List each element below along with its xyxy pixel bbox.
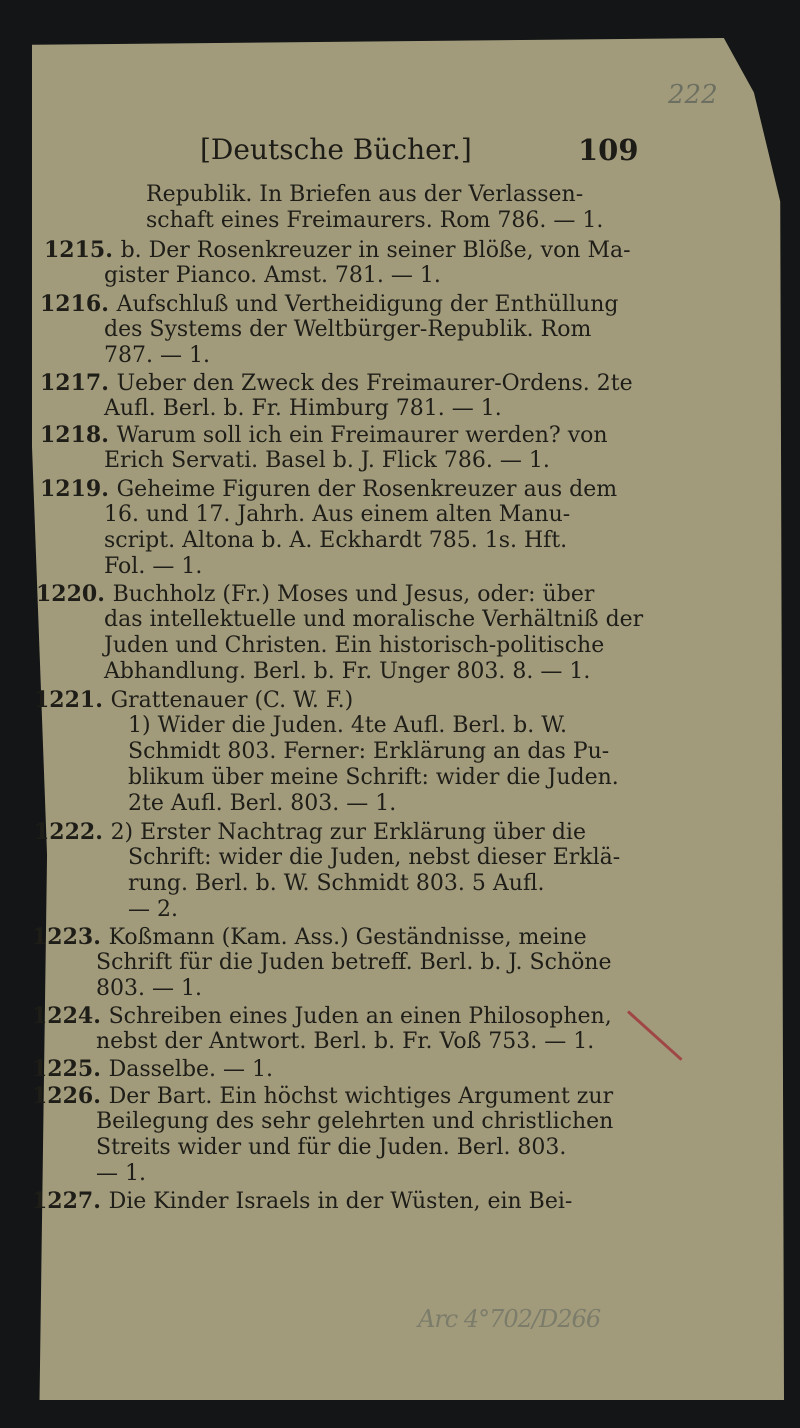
- entry-text: Buchholz (Fr.) Moses und Jesus, oder: über: [112, 582, 595, 607]
- entry-number: 1221.: [34, 687, 111, 713]
- entry-line: [104, 396, 502, 422]
- handwritten-archive-number: 222: [668, 80, 718, 110]
- entry-text: b. Der Rosenkreuzer in seiner Blöße, von Ma-: [120, 238, 631, 263]
- entry-line: [104, 343, 210, 369]
- entry-text: blikum über meine Schrift: wider die Juden.: [128, 765, 619, 790]
- entry-line: [128, 765, 619, 791]
- entry-number: 1215.: [44, 237, 121, 263]
- entry-line: [32, 1003, 612, 1030]
- entry-text: — 1.: [96, 1161, 146, 1186]
- entry-text: Warum soll ich ein Freimaurer werden? von: [116, 423, 608, 448]
- entry-line: [32, 1083, 613, 1110]
- entry-text: Koßmann (Kam. Ass.) Geständnisse, meine: [108, 925, 587, 950]
- entry-line: [36, 581, 594, 608]
- entry-line: [96, 1109, 613, 1135]
- entry-line: [128, 739, 609, 765]
- entry-text: Juden und Christen. Ein historisch-politische: [104, 633, 605, 658]
- entry-number: 1218.: [40, 422, 117, 448]
- entry-text: Geheime Figuren der Rosenkreuzer aus dem: [116, 477, 618, 502]
- entry-line: [96, 1135, 566, 1161]
- entry-text: 2te Aufl. Berl. 803. — 1.: [128, 791, 397, 816]
- entry-line: [96, 950, 612, 976]
- entry-number: 1225.: [32, 1056, 109, 1082]
- entry-line: [40, 370, 633, 397]
- entry-line: [104, 448, 550, 474]
- entry-text: Grattenauer (C. W. F.): [110, 688, 354, 713]
- entry-line: [34, 687, 353, 714]
- entry-number: 1224.: [32, 1003, 109, 1029]
- entry-line: [32, 924, 587, 951]
- handwritten-shelfmark: Arc 4°702/D266: [418, 1305, 601, 1333]
- entry-line: [96, 1029, 594, 1055]
- entry-text: script. Altona b. A. Eckhardt 785. 1s. Hft.: [104, 528, 568, 553]
- entry-text: schaft eines Freimaurers. Rom 786. — 1.: [146, 208, 604, 233]
- entry-number: 1223.: [32, 924, 109, 950]
- entry-text: gister Pianco. Amst. 781. — 1.: [104, 263, 441, 288]
- entry-text: Fol. — 1.: [104, 554, 203, 579]
- entry-text: Der Bart. Ein höchst wichtiges Argument zur: [108, 1084, 614, 1109]
- entry-text: 16. und 17. Jahrh. Aus einem alten Manu-: [104, 502, 571, 527]
- entry-line: [40, 291, 618, 318]
- entry-text: Schmidt 803. Ferner: Erklärung an das Pu-: [128, 739, 610, 764]
- entry-text: Ueber den Zweck des Freimaurer-Ordens. 2te: [116, 371, 633, 396]
- entry-text: Streits wider und für die Juden. Berl. 803.: [96, 1135, 567, 1160]
- entry-line: [128, 845, 620, 871]
- entry-number: 1219.: [40, 476, 117, 502]
- entry-text: rung. Berl. b. W. Schmidt 803. 5 Aufl.: [128, 871, 545, 896]
- entry-line: [34, 819, 586, 846]
- entry-line: [104, 528, 567, 554]
- entry-text: des Systems der Weltbürger-Republik. Rom: [104, 317, 592, 342]
- entry-line: [128, 871, 545, 897]
- entry-text: Schreiben eines Juden an einen Philosophen,: [108, 1004, 612, 1029]
- entry-line: [96, 1161, 146, 1187]
- entry-line: [146, 182, 583, 208]
- entry-text: Dasselbe. — 1.: [108, 1057, 274, 1082]
- entry-number: 1226.: [32, 1083, 109, 1109]
- running-header: [Deutsche Bücher.]: [200, 133, 472, 166]
- entry-text: nebst der Antwort. Berl. b. Fr. Voß 753. — 1.: [96, 1029, 595, 1054]
- entry-line: [40, 476, 617, 503]
- entry-text: 1) Wider die Juden. 4te Aufl. Berl. b. W.: [128, 713, 567, 738]
- entry-text: 2) Erster Nachtrag zur Erklärung über die: [110, 820, 586, 845]
- entry-number: 1220.: [36, 581, 113, 607]
- entry-line: [32, 1056, 273, 1083]
- entry-line: [104, 607, 643, 633]
- entry-text: Republik. In Briefen aus der Verlassen-: [146, 182, 584, 207]
- entry-line: [128, 713, 567, 739]
- entry-text: das intellektuelle und moralische Verhältniß der: [104, 607, 644, 632]
- entry-text: 803. — 1.: [96, 976, 202, 1001]
- entry-text: Schrift: wider die Juden, nebst dieser Erklä-: [128, 845, 621, 870]
- entry-line: [146, 208, 603, 234]
- entry-number: 1227.: [32, 1188, 109, 1214]
- entry-line: [104, 659, 590, 685]
- entry-text: Schrift für die Juden betreff. Berl. b. J. Schöne: [96, 950, 612, 975]
- entry-line: [104, 317, 591, 343]
- entry-text: — 2.: [128, 897, 178, 922]
- entry-text: Erich Servati. Basel b. J. Flick 786. — 1.: [104, 448, 550, 473]
- entry-number: 1222.: [34, 819, 111, 845]
- entry-text: Aufschluß und Vertheidigung der Enthüllung: [116, 292, 619, 317]
- entry-line: [44, 237, 631, 264]
- entry-line: [128, 791, 396, 817]
- entry-text: Abhandlung. Berl. b. Fr. Unger 803. 8. — 1.: [104, 659, 591, 684]
- entry-text: Die Kinder Israels in der Wüsten, ein Bei-: [108, 1189, 573, 1214]
- entry-line: [96, 976, 202, 1002]
- entry-number: 1216.: [40, 291, 117, 317]
- entry-number: 1217.: [40, 370, 117, 396]
- entry-line: [32, 1188, 572, 1215]
- entry-line: [128, 897, 178, 923]
- entry-text: Beilegung des sehr gelehrten und christlichen: [96, 1109, 614, 1134]
- entry-line: [104, 263, 441, 289]
- entry-line: [104, 554, 202, 580]
- entry-line: [104, 502, 570, 528]
- entry-text: 787. — 1.: [104, 343, 210, 368]
- entry-line: [104, 633, 604, 659]
- page-number: 109: [578, 133, 639, 167]
- entry-text: Aufl. Berl. b. Fr. Himburg 781. — 1.: [104, 396, 502, 421]
- entry-line: [40, 422, 608, 449]
